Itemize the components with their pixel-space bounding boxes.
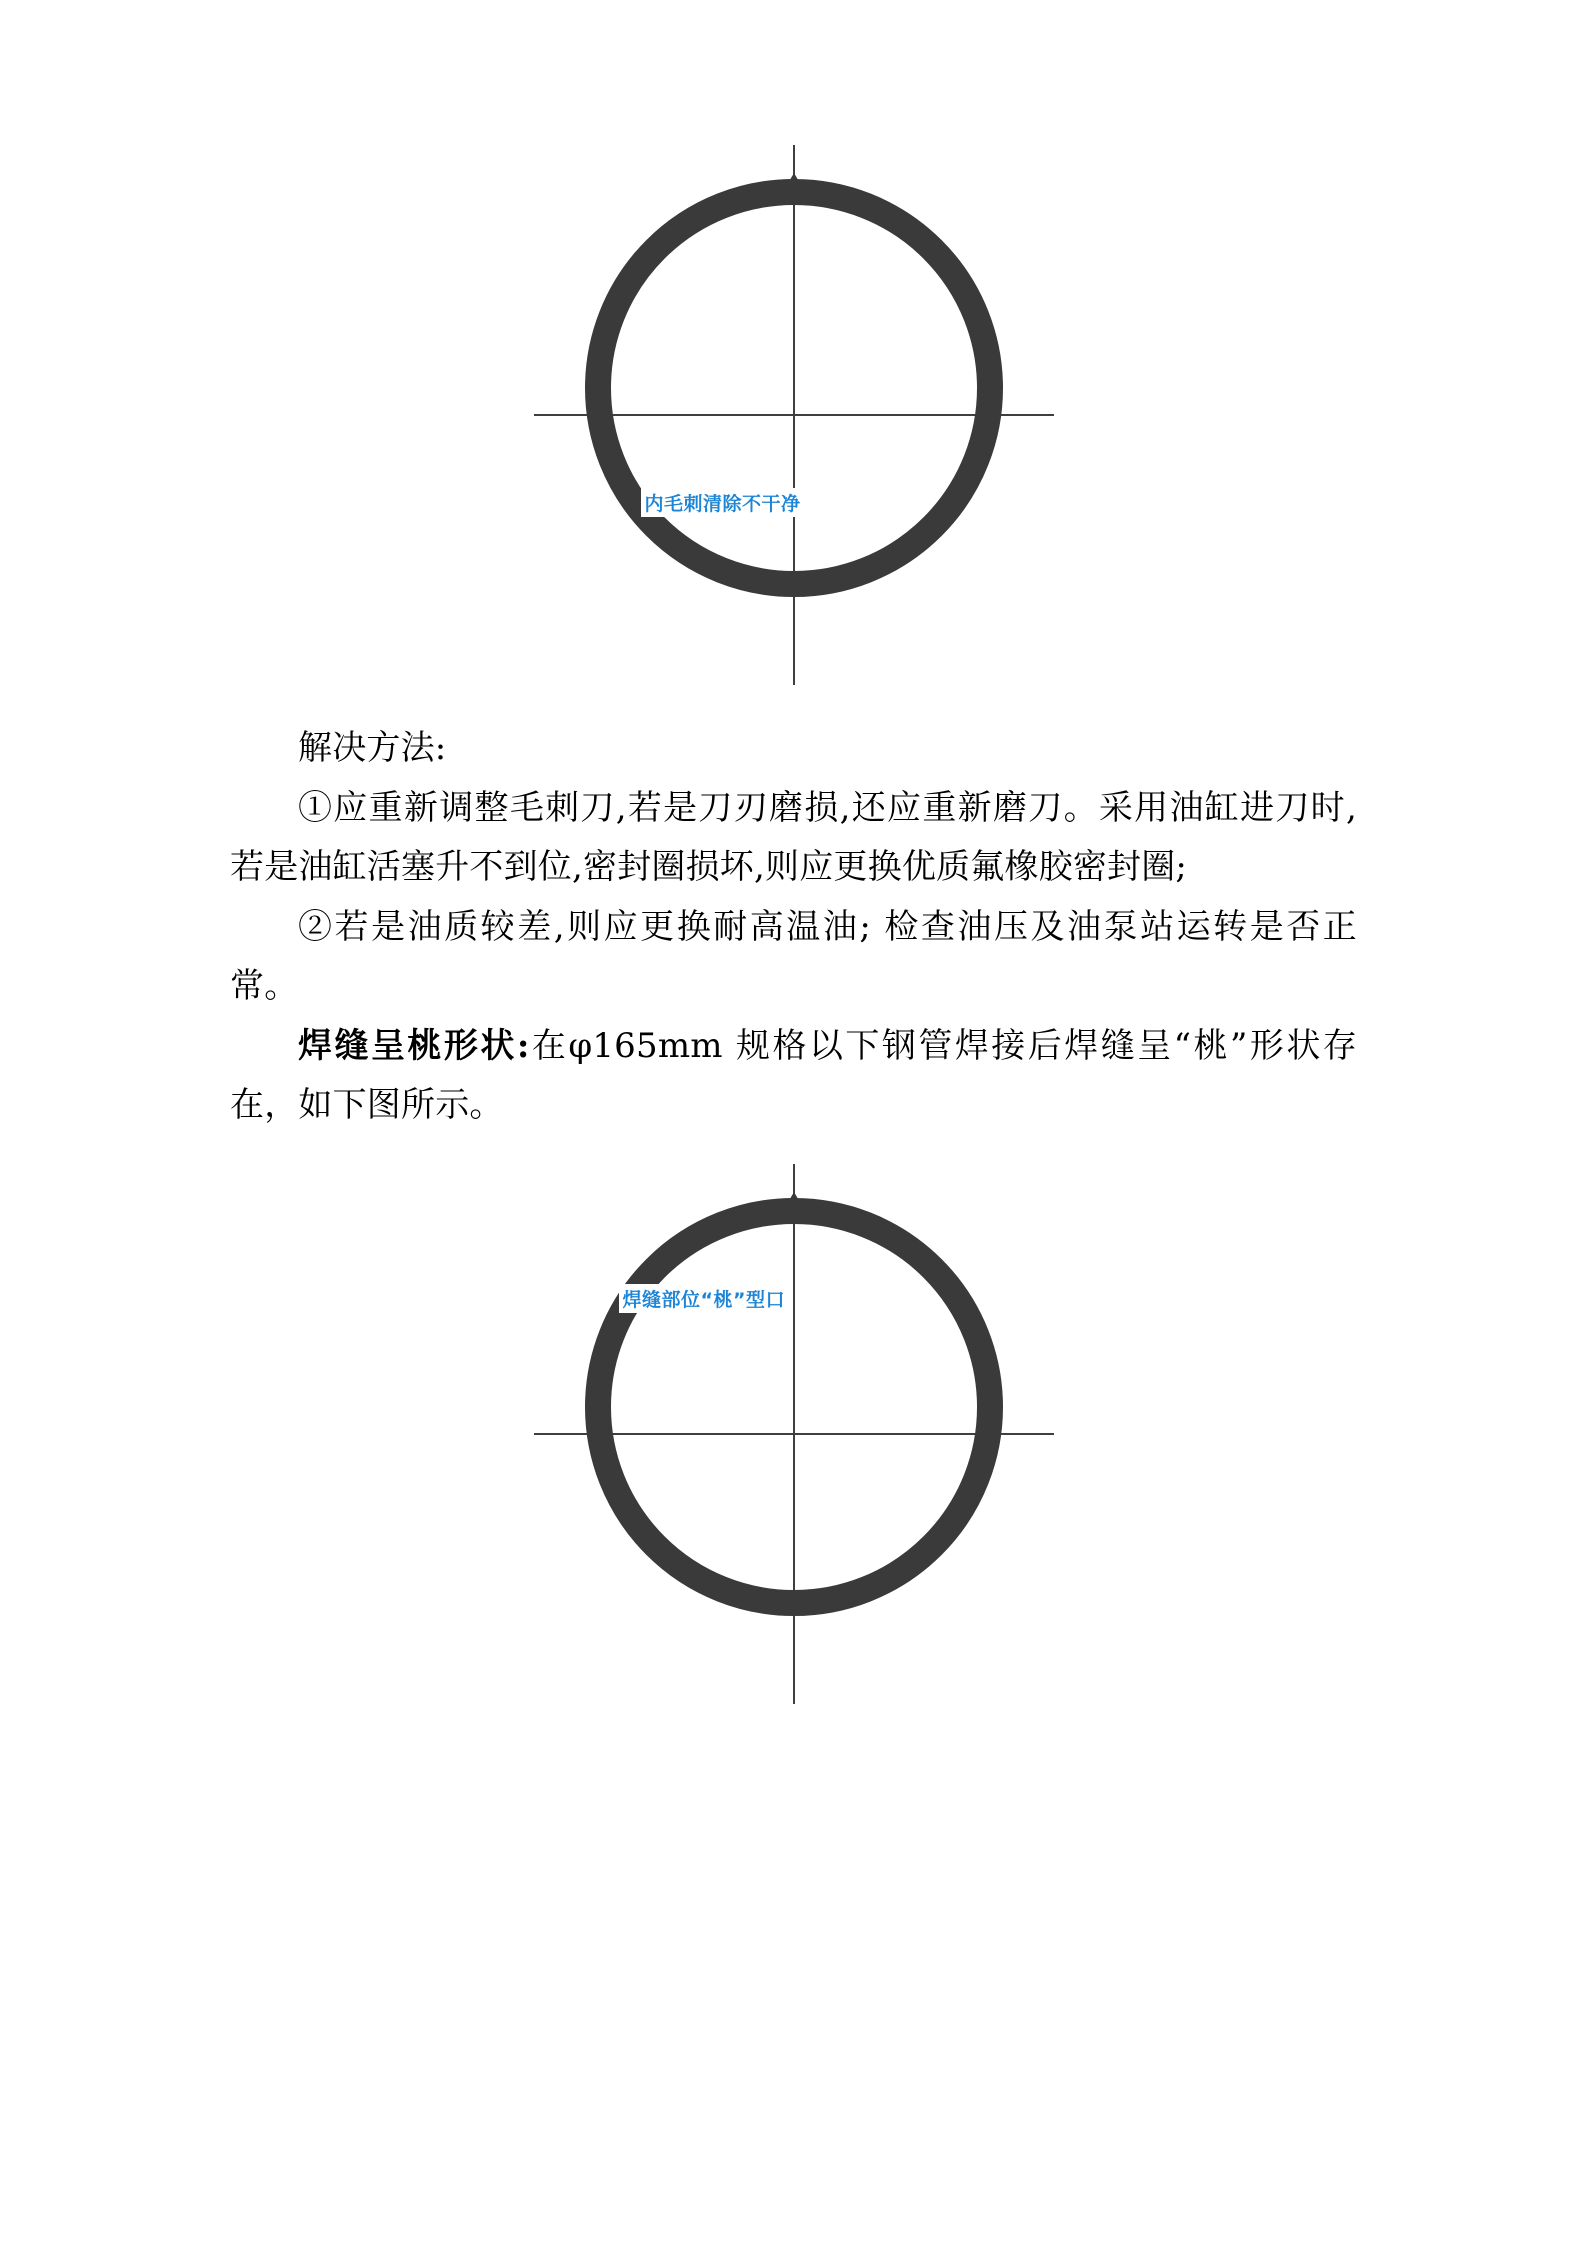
solution-item-1: ①应重新调整毛刺刀,若是刀刃磨损,还应重新磨刀。采用油缸进刀时,若是油缸活塞升不到位,密封圈损坏,则应更换优质氟橡胶密封圈;	[230, 788, 1357, 887]
defect-section-body: 在φ165mm 规格以下钢管焊接后焊缝呈“桃”形状存在，如下图所示。	[230, 1026, 1358, 1125]
figure-peach-weld	[230, 1136, 1357, 1704]
peach-notch-icon	[781, 1192, 807, 1214]
figure-1-label: 内毛刺清除不干净	[641, 488, 805, 517]
pipe-ring-shape	[585, 1198, 1003, 1616]
pipe-ring-shape	[585, 179, 1003, 597]
figure-2-label: 焊缝部位“桃”型口	[619, 1284, 789, 1313]
solution-heading: 解决方法:	[298, 728, 447, 768]
body-text-block	[230, 719, 1357, 1134]
solution-item-2: ②若是油质较差,则应更换耐高温油; 检查油压及油泵站运转是否正常。	[230, 907, 1357, 1006]
figure-1-canvas	[534, 145, 1054, 685]
defect-section-title: 焊缝呈桃形状:	[298, 1026, 530, 1067]
defect-section-paragraph	[230, 1017, 1357, 1134]
burr-notch-icon	[781, 173, 807, 195]
figure-pipe-burr	[230, 0, 1357, 685]
figure-2-canvas	[534, 1164, 1054, 1704]
